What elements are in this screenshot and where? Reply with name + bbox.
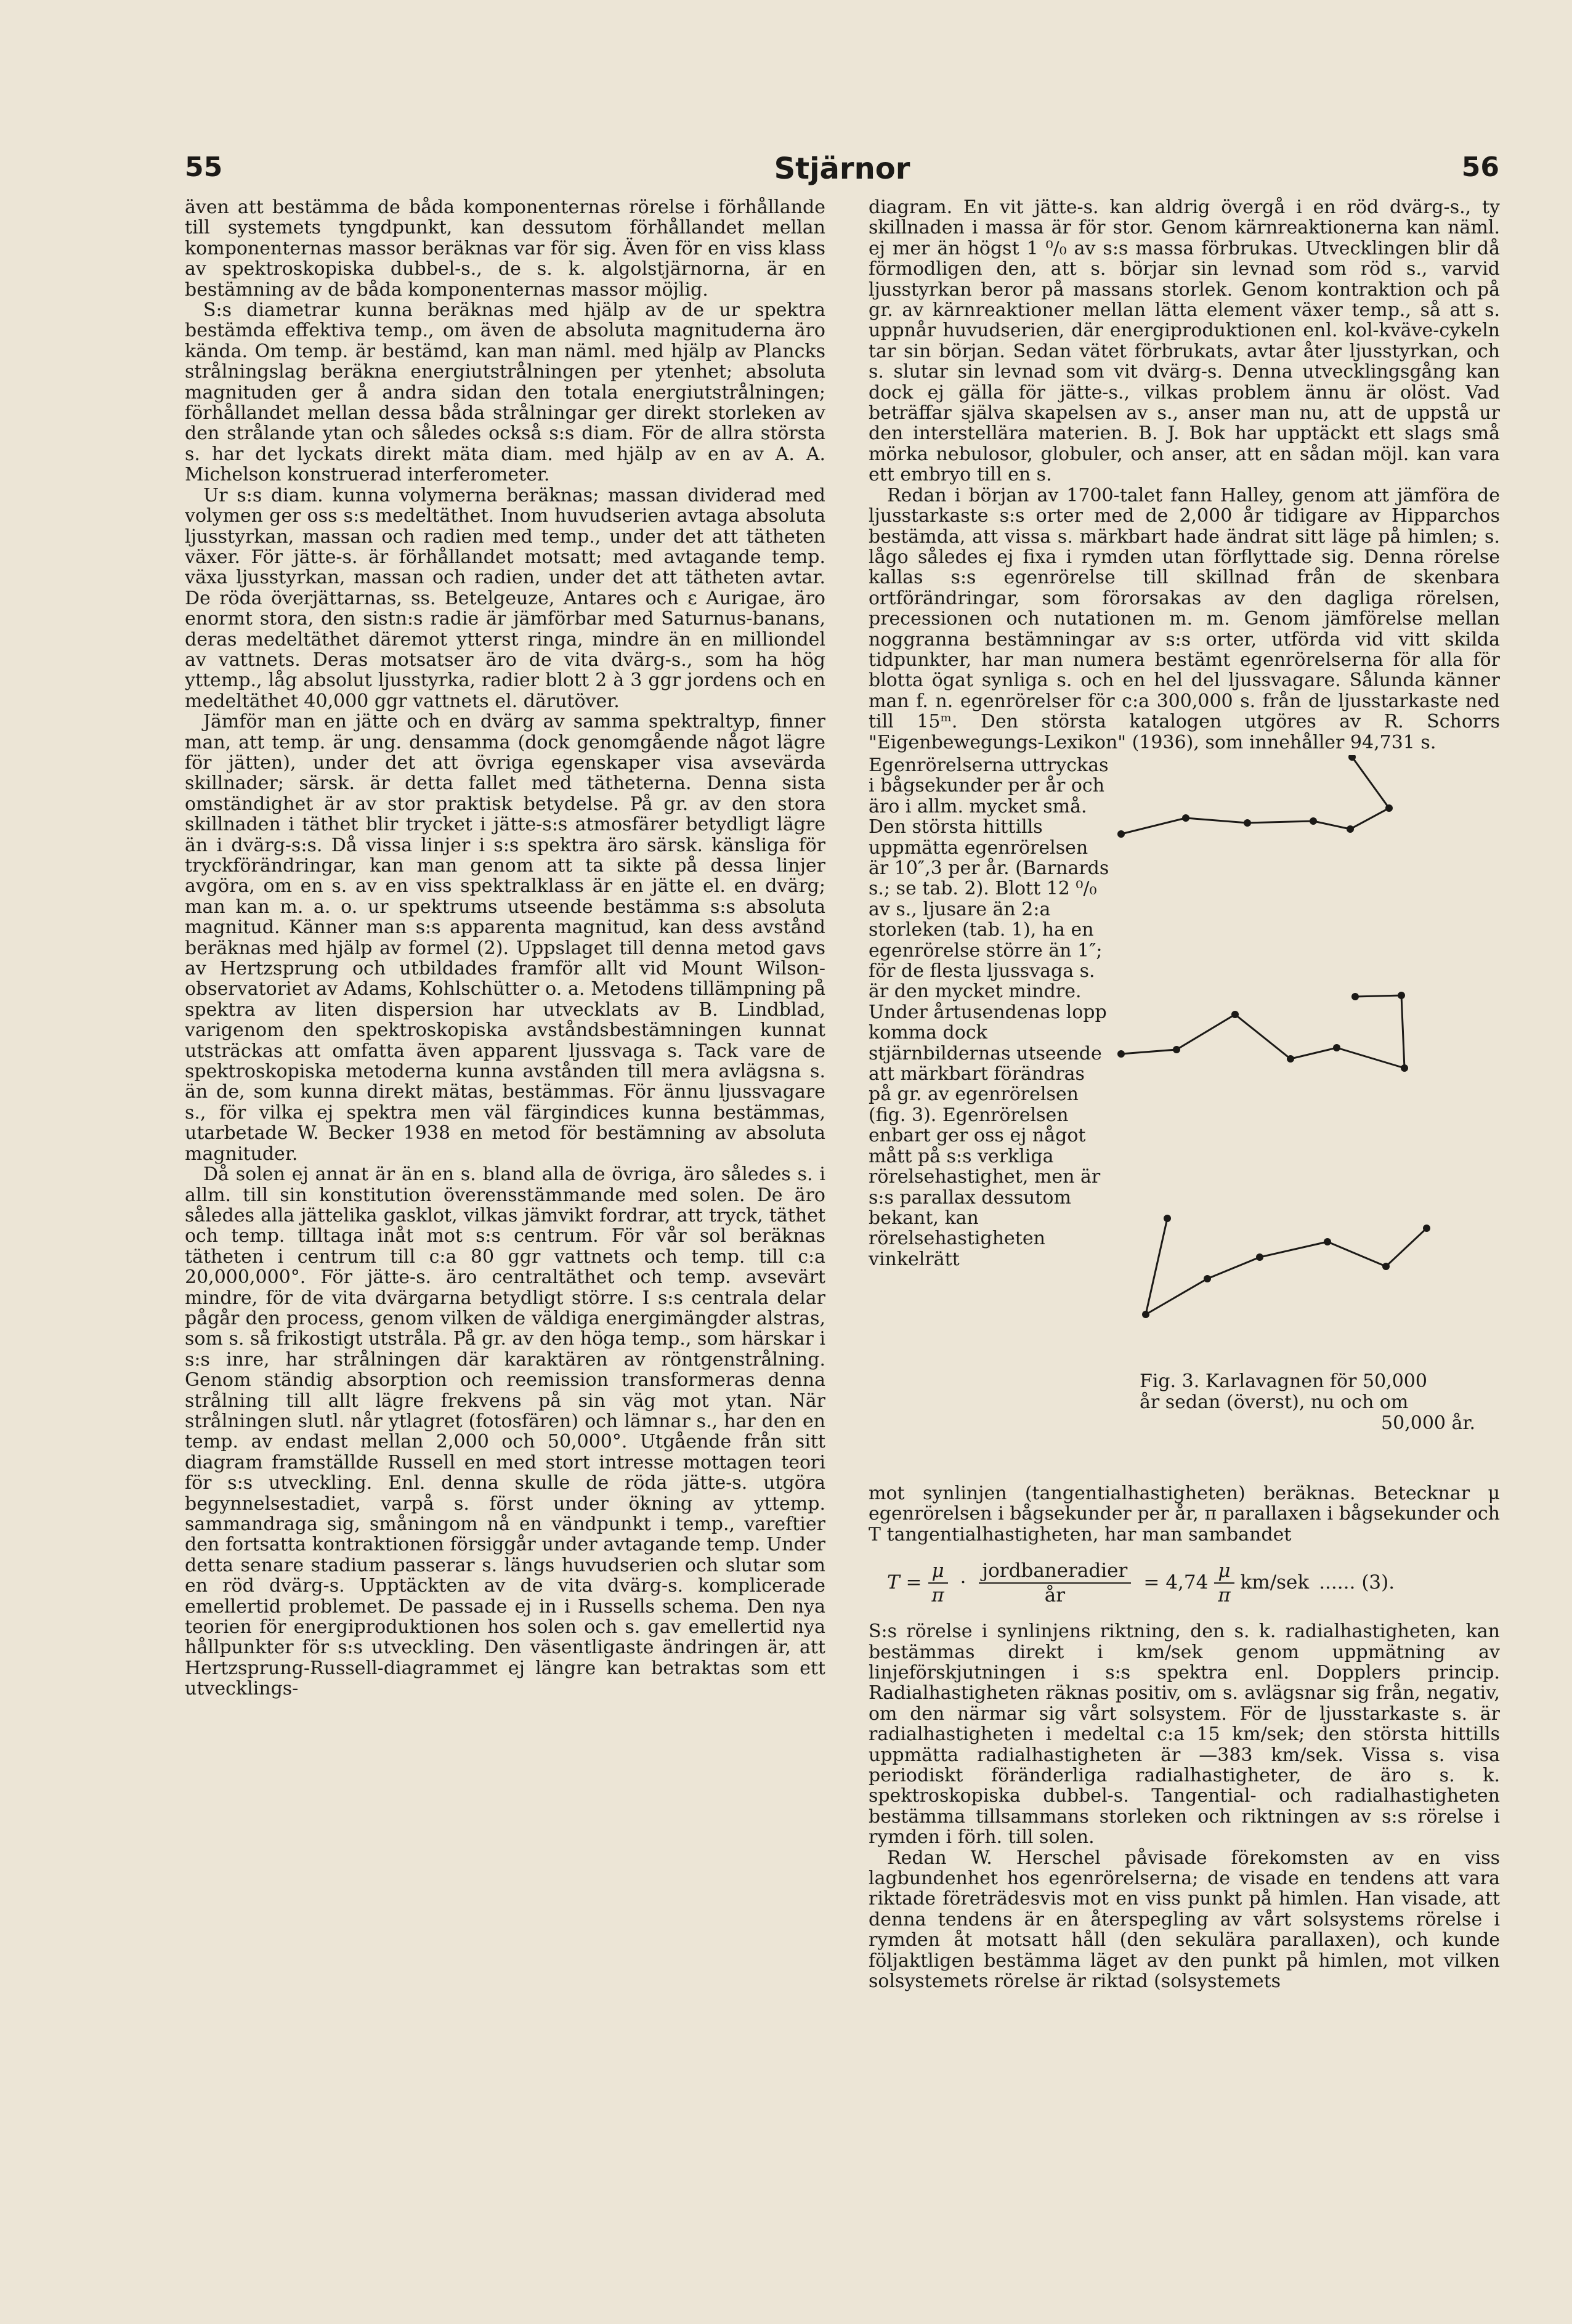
- formula-fraction: [1214, 1559, 1234, 1607]
- right-column: [869, 197, 1500, 2304]
- formula-number: (3).: [1361, 1571, 1395, 1594]
- page-title: Stjärnor: [774, 152, 910, 186]
- formula-denominator: π: [931, 1584, 944, 1607]
- left-column: [185, 197, 825, 2304]
- dipper-stars-now: [1117, 992, 1408, 1072]
- paragraph: S:s diametrar kunna beräknas med hjälp av de ur spektra bestämda effektiva temp., om även de absoluta magnituderna äro kända. Om temp. är bestämd, kan man näml. med hjälp av Plancks strålningslag beräkna energiutstrålningen per ytenhet; absoluta magnituden ger å andra sidan den totala energiutstrålningen; förhållandet mellan dessa båda strålningar ger direkt storleken av den strålande ytan och således också s:s diam. För de allra största s. har det lyckats direkt mäta diam. med hjälp av en av A. A. Michelson konstruerad interferometer.: [185, 299, 825, 486]
- paragraph: Jämför man en jätte och en dvärg av samma spektraltyp, finner man, att temp. är ung. densamma (dock genomgående något lägre för jätten), under det att övriga egenskaper visa avsevärda skillnader; särsk. är detta fallet med tätheterna. Denna sista omständighet är av stor praktisk betydelse. På gr. av den stora skillnaden i täthet blir trycket i jätte-s:s atmosfärer betydligt lägre än i dvärg-s:s. Då vissa linjer i s:s spektra äro särsk. känsliga för tryckförändringar, kan man genom att ta sikte på dessa linjer avgöra, om en s. av en viss spektralklass är en jätte el. en dvärg; man kan m. a. o. ur spektrums utseende bestämma s:s absoluta magnitud. Känner man s:s apparenta magnitud, kan dess avstånd beräknas med hjälp av formel (2). Uppslaget till denna metod gavs av Hertzsprung och utbildades framför allt vid Mount Wilson-observatoriet av Adams, Kohlschütter o. a. Metodens tillämpning på spektra av liten dispersion har utvecklats av B. Lindblad, varigenom den spektroskopiska avståndsbestämningen kunnat utsträckas att omfatta även apparent ljussvaga s. Tack vare de spektroskopiska metoderna kunna avstånden till mera avlägsna s. än de, som kunna direkt mätas, bestämmas. För ännu ljussvagare s., för vilka ej spektra men väl färgindices kunna bestämmas, utarbetade W. Becker 1938 en metod för bestämning av absoluta magnituder.: [185, 711, 825, 1165]
- dipper-50000-years-ago: [1117, 755, 1393, 838]
- dipper-lines-past: [1121, 757, 1389, 834]
- formula-equals: =: [1143, 1571, 1160, 1594]
- formula-3: [887, 1552, 1500, 1614]
- formula-dot: ·: [960, 1571, 966, 1594]
- paragraph: Ur s:s diam. kunna volymerna beräknas; massan dividerad med volymen ger oss s:s medeltäthet. Inom huvudserien avtaga absoluta ljusstyrkan, massan och radien med temp., under det att tätheten växer. För jätte-s. är förhållandet motsatt; med avtagande temp. växa ljusstyrkan, massan och radien, under det att tätheten avtar. De röda överjättarnas, ss. Betelgeuze, Antares och ε Aurigae, äro enormt stora, den sistn:s radie är jämförbar med Saturnus-banans, deras medeltäthet däremot ytterst ringa, mindre än en milliondel av vattnets. Deras motsatser äro de vita dvärg-s., som ha hög yttemp., låg absolut ljusstyrka, radier blott 2 à 3 ggr jordens och en medeltäthet 40,000 ggr vattnets el. därutöver.: [185, 484, 825, 712]
- paragraph: diagram. En vit jätte-s. kan aldrig övergå i en röd dvärg-s., ty skillnaden i massa är för stor. Genom kärnreaktionerna kan näml. ej mer än högst 1 ⁰/₀ av s:s massa förbrukas. Utvecklingen blir då förmodligen den, att s. börjar sin levnad som röd s., varvid ljusstyrkan beror på massans storlek. Genom kontraktion och på gr. av kärnreaktioner mellan lätta element växer temp., så att s. uppnår huvudserien, där energiproduktionen enl. kol-kväve-cykeln tar sin början. Sedan vätet förbrukats, avtar åter ljusstyrkan, och s. slutar sin levnad som vit dvärg-s. Denna utvecklingsgång kan dock ej gälla för jätte-s., vilkas problem ännu är olöst. Vad beträffar själva skapelsen av s., anser man nu, att de uppstå ur den interstellära materien. B. J. Bok har upptäckt ett slags små mörka nebulosor, globuler, och anser, att en sådan möjl. kan vara ett embryo till en s.: [869, 197, 1500, 486]
- big-dipper-figure: [1115, 755, 1500, 1371]
- formula-numerator: μ: [928, 1559, 948, 1584]
- caption-line: Fig. 3. Karlavagnen för 50,000: [1140, 1370, 1427, 1392]
- paragraph: Då solen ej annat är än en s. bland alla de övriga, äro således s. i allm. till sin konstitution överensstämmande med solen. De äro således alla jättelika gasklot, vilkas jämvikt fordrar, att tryck, täthet och temp. tilltaga inåt mot s:s centrum. För vår sol beräknas tätheten i centrum till c:a 80 ggr vattnets och temp. till c:a 20,000,000°. För jätte-s. äro centraltäthet och temp. avsevärt mindre, för de vita dvärgarna betydligt större. I s:s centrala delar pågår den process, genom vilken de väldiga energimängder alstras, som s. så frikostigt utstrålа. På gr. av den höga temp., som härskar i s:s inre, har strålningen där karaktären av röntgenstrålning. Genom ständig absorption och reemission transformeras denna strålning till allt lägre frekvens på sin väg mot ytan. När strålningen slutl. når ytlagret (fotosfären) och lämnar s., har den en temp. av endast mellan 2,000 och 50,000°. Utgående från sitt diagram framställde Russell en med stort intresse mottagen teori för s:s utveckling. Enl. denna skulle de röda jätte-s. utgöra begynnelsestadiet, varpå s. först under ökning av yttemp. sammandraga sig, småningom nå en vändpunkt i temp., vareftier den fortsatta kontraktionen försiggår under avtagande temp. Under detta senare stadium passerar s. längs huvudserien och slutar som en röd dvärg-s. Upptäckten av de vita dvärg-s. komplicerade emellertid problemet. De passade ej in i Russells schema. Den nya teorien för energiproduktionen hos solen och s. gav emellertid nya hållpunkter för s:s utveckling. Den väsentligaste ändringen är, att Hertzsprung-Russell-diagrammet ej längre kan betraktas som ett utvecklings-: [185, 1164, 825, 1700]
- formula-fraction: [979, 1559, 1132, 1607]
- page-number-left: 55: [185, 152, 223, 183]
- dipper-now: [1117, 992, 1408, 1072]
- running-header: [185, 152, 1499, 188]
- caption-line: år sedan (överst), nu och om: [1140, 1391, 1409, 1413]
- figure-block: [869, 755, 1500, 1481]
- paragraph: Redan W. Herschel påvisade förekomsten av en viss lagbundenhet hos egenrörelserna; de visade en tendens att vara riktade företrädesvis mot en viss punkt på himlen. Han visade, att denna tendens är en återspegling av vårt solsystems rörelse i rymden åt motsatt håll (den sekulära parallaxen), och kunde följaktligen bestämma läget av den punkt på himlen, mot vilken solsystemets rörelse är riktad (solsystemets: [869, 1847, 1500, 1993]
- dipper-50000-years-ahead: [1142, 1215, 1430, 1318]
- formula-numerator: jordbaneradier: [979, 1559, 1132, 1584]
- dipper-stars-future: [1142, 1215, 1430, 1318]
- paragraph: Redan i början av 1700-talet fann Halley, genom att jämföra de ljusstarkaste s:s orter med de 2,000 år tidigare av Hipparchos bestämda, att vissa s. märkbart hade ändrat sitt läge på himlen; s. lågo således ej fixa i rymden utan förflyttade sig. Denna rörelse kallas s:s egenrörelse till skillnad från de skenbara ortförändringar, som förorsakas av den dagliga rörelsen, precessionen och nutationen m. m. Genom jämförelse mellan noggranna bestämningar av s:s orter, utförda vid vitt skilda tidpunkter, har man numera bestämt egenrörelserna för alla för blotta ögat synliga s. och en hel del ljussvagare. Sålunda känner man f. n. egenrörelser för c:a 300,000 s. från de ljusstarkaste ned till 15ᵐ. Den största katalogen utgöres av R. Schorrs "Eigenbewegungs-Lexikon" (1936), som innehåller 94,731 s.: [869, 484, 1500, 753]
- formula-leader-dots: ......: [1319, 1571, 1356, 1594]
- dipper-lines-now: [1121, 995, 1404, 1068]
- caption-line: 50,000 år.: [1381, 1412, 1475, 1434]
- paragraph: mot synlinjen (tangentialhastigheten) beräknas. Betecknar μ egenrörelsen i bågsekunder per år, π parallaxen i bågsekunder och T tangentialhastigheten, har man sambandet: [869, 1482, 1500, 1545]
- page-number-right: 56: [1461, 152, 1499, 183]
- formula-numerator: μ: [1214, 1559, 1234, 1584]
- paragraph: även att bestämma de båda komponenternas rörelse i förhållande till systemets tyngdpunkt, kan dessutom förhållandet mellan komponenternas massor beräknas var för sig. Även för en viss klass av spektroskopiska dubbel-s., de s. k. algolstjärnorna, är en bestämning av de båda komponenternas massor möjlig.: [185, 197, 825, 301]
- paragraph: S:s rörelse i synlinjens riktning, den s. k. radialhastigheten, kan bestämmas direkt i km/sek genom uppmätning av linjeförskjutningen i s:s spektra enl. Dopplers princip. Radialhastigheten räknas positiv, om s. avlägsnar sig från, negativ, om den närmar sig vårt solsystem. För de ljusstarkaste s. är radialhastigheten i medeltal c:a 15 km/sek; den största hittills uppmätta radialhastigheten är —383 km/sek. Vissa s. visa periodiskt föränderliga radialhastigheter, de äro s. k. spektroskopiska dubbel-s. Tangential- och radialhastigheten bestämma tillsammans storleken och riktningen av s:s rörelse i rymden i förh. till solen.: [869, 1621, 1500, 1848]
- formula-denominator: π: [1218, 1584, 1231, 1607]
- formula-unit: km/sek: [1240, 1571, 1310, 1594]
- figure-caption: [1140, 1371, 1500, 1434]
- formula-coefficient: 4,74: [1165, 1571, 1209, 1594]
- formula-fraction: [928, 1559, 948, 1607]
- formula-lhs: T =: [887, 1571, 922, 1594]
- figure-side-text: Egenrörelserna uttryckas i bågsekunder per år och äro i allm. mycket små. Den största hittills uppmätta egenrörelsen är 10″,3 per år. (Barnards s.; se tab. 2). Blott 12 ⁰/₀ av s., ljusare än 2:a storleken (tab. 1), ha en egenrörelse större än 1″; för de flesta ljussvaga s. är den mycket mindre. Under årtusendenas lopp komma dock stjärnbildernas utseende att märkbart förändras på gr. av egenrörelsen (fig. 3). Egenrörelsen enbart ger oss ej något mått på s:s verkliga rörelsehastighet, men är s:s parallax dessutom bekant, kan rörelsehastigheten vinkelrätt: [869, 754, 1109, 1270]
- formula-denominator: år: [1044, 1584, 1066, 1607]
